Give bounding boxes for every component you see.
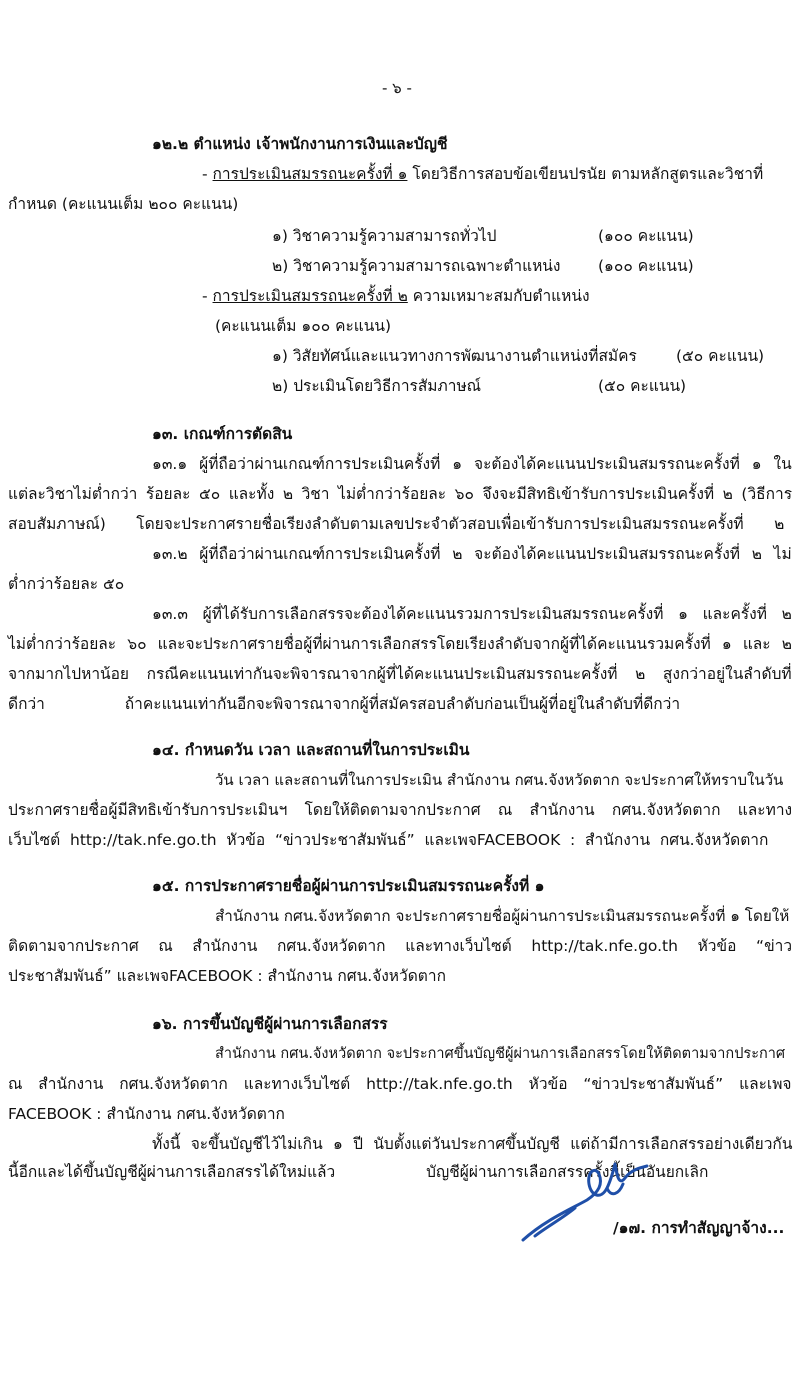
round2-dash: - [202,287,213,305]
round1-text: โดยวิธีการสอบข้อเขียนปรนัย ตามหลักสูตรและวิชาที่ [407,165,764,183]
section-13-line: ๑๓.๒ ผู้ที่ถือว่าผ่านเกณฑ์การประเมินครั้งที่ ๒ จะต้องได้คะแนนประเมินสมรรถนะครั้งที่ ๒ ไม่ [152,545,792,563]
round2-continuation: (คะแนนเต็ม ๑๐๐ คะแนน) [215,317,392,335]
section-14-line: วัน เวลา และสถานที่ในการประเมิน สำนักงาน กศน.จังหวัดตาก จะประกาศให้ทราบในวัน [215,771,784,789]
round1-item-score: (๑๐๐ คะแนน) [598,257,694,275]
section-13-line: ดีกว่า ถ้าคะแนนเท่ากันอีกจะพิจารณาจากผู้ที่สมัครสอบลำดับก่อนเป็นผู้ที่อยู่ในลำดับที่ดีกว่า [8,695,681,713]
section-14-line: ประกาศรายชื่อผู้มีสิทธิเข้ารับการประเมินฯ โดยให้ติดตามจากประกาศ ณ สำนักงาน กศน.จังหวัดตาก และทาง [8,801,793,819]
round1-item-name: ๒) วิชาความรู้ความสามารถเฉพาะตำแหน่ง [272,257,561,275]
round2-label: การประเมินสมรรถนะครั้งที่ ๒ [212,287,408,305]
round1-dash: - [202,165,213,183]
section-15-heading: ๑๕. การประกาศรายชื่อผู้ผ่านการประเมินสมรรถนะครั้งที่ ๑ [152,877,545,895]
section-13-line: สอบสัมภาษณ์) โดยจะประกาศรายชื่อเรียงลำดับตามเลขประจำตัวสอบเพื่อเข้ารับการประเมินสมรรถนะครั้งที่ ๒ [8,515,785,533]
round1-continuation: กำหนด (คะแนนเต็ม ๒๐๐ คะแนน) [8,195,239,213]
section-14-line: เว็บไซต์ http://tak.nfe.go.th หัวข้อ “ข่าวประชาสัมพันธ์” และเพจFACEBOOK : สำนักงาน กศน.จังหวัดตาก [8,831,769,849]
round2-item-score: (๕๐ คะแนน) [676,347,765,365]
round2-item-name: ๒) ประเมินโดยวิธีการสัมภาษณ์ [272,377,482,395]
section-13-line: ต่ำกว่าร้อยละ ๕๐ [8,575,125,593]
round2-line [202,284,590,308]
section-13-line: ไม่ต่ำกว่าร้อยละ ๖๐ และจะประกาศรายชื่อผู้ที่ผ่านการเลือกสรรโดยเรียงลำดับจากผู้ที่ได้คะแนนรวมครั้งที่ ๑ และ ๒ [8,635,792,653]
section-13-line: จากมากไปหาน้อย กรณีคะแนนเท่ากันจะพิจารณาจากผู้ที่ได้คะแนนประเมินสมรรถนะครั้งที่ ๒ สูงกว่าอยู่ในลำดับที่ [8,665,792,683]
round1-item-score: (๑๐๐ คะแนน) [598,227,694,245]
section-16-line: สำนักงาน กศน.จังหวัดตาก จะประกาศขึ้นบัญชีผู้ผ่านการเลือกสรรโดยให้ติดตามจากประกาศ [215,1046,786,1062]
section-13-line: แต่ละวิชาไม่ต่ำกว่า ร้อยละ ๕๐ และทั้ง ๒ วิชา ไม่ต่ำกว่าร้อยละ ๖๐ จึงจะมีสิทธิเข้ารับการประเมินครั้งที่ ๒ (วิธีการ [8,485,793,503]
section-12-2-heading: ๑๒.๒ ตำแหน่ง เจ้าพนักงานการเงินและบัญชี [152,135,448,153]
next-page-reference: /๑๗. การทำสัญญาจ้าง... [613,1219,785,1237]
round1-item-name: ๑) วิชาความรู้ความสามารถทั่วไป [272,227,497,245]
section-13-line: ๑๓.๓ ผู้ที่ได้รับการเลือกสรรจะต้องได้คะแนนรวมการประเมินสมรรถนะครั้งที่ ๑ และครั้งที่ ๒ [152,605,792,623]
section-15-line: ประชาสัมพันธ์” และเพจFACEBOOK : สำนักงาน กศน.จังหวัดตาก [8,967,446,985]
section-15-line: ติดตามจากประกาศ ณ สำนักงาน กศน.จังหวัดตาก และทางเว็บไซต์ http://tak.nfe.go.th หัวข้อ “ข่าว [8,937,793,955]
round1-line [202,162,763,186]
section-16-line: ณ สำนักงาน กศน.จังหวัดตาก และทางเว็บไซต์ http://tak.nfe.go.th หัวข้อ “ข่าวประชาสัมพันธ์” และเพจ [8,1075,792,1093]
section-16-line: นี้อีกและได้ขึ้นบัญชีผู้ผ่านการเลือกสรรได้ใหม่แล้ว บัญชีผู้ผ่านการเลือกสรรครั้งนี้เป็นอันยกเลิก [8,1163,709,1181]
section-16-heading: ๑๖. การขึ้นบัญชีผู้ผ่านการเลือกสรร [152,1015,388,1033]
section-15-line: สำนักงาน กศน.จังหวัดตาก จะประกาศรายชื่อผู้ผ่านการประเมินสมรรถนะครั้งที่ ๑ โดยให้ [215,907,790,925]
section-14-heading: ๑๔. กำหนดวัน เวลา และสถานที่ในการประเมิน [152,741,470,759]
round2-item-score: (๕๐ คะแนน) [598,377,687,395]
section-13-heading: ๑๓. เกณฑ์การตัดสิน [152,425,293,443]
round2-item-name: ๑) วิสัยทัศน์และแนวทางการพัฒนางานตำแหน่งที่สมัคร [272,347,637,365]
section-13-line: ๑๓.๑ ผู้ที่ถือว่าผ่านเกณฑ์การประเมินครั้งที่ ๑ จะต้องได้คะแนนประเมินสมรรถนะครั้งที่ ๑ ใน [152,455,792,473]
round2-text: ความเหมาะสมกับตำแหน่ง [407,287,590,305]
section-16-line: ทั้งนี้ จะขึ้นบัญชีไว้ไม่เกิน ๑ ปี นับตั้งแต่วันประกาศขึ้นบัญชี แต่ถ้ามีการเลือกสรรอย่างเดียวกัน [152,1135,793,1153]
section-16-line: FACEBOOK : สำนักงาน กศน.จังหวัดตาก [8,1105,285,1123]
page-number: - ๖ - [382,79,412,97]
round1-label: การประเมินสมรรถนะครั้งที่ ๑ [212,165,408,183]
